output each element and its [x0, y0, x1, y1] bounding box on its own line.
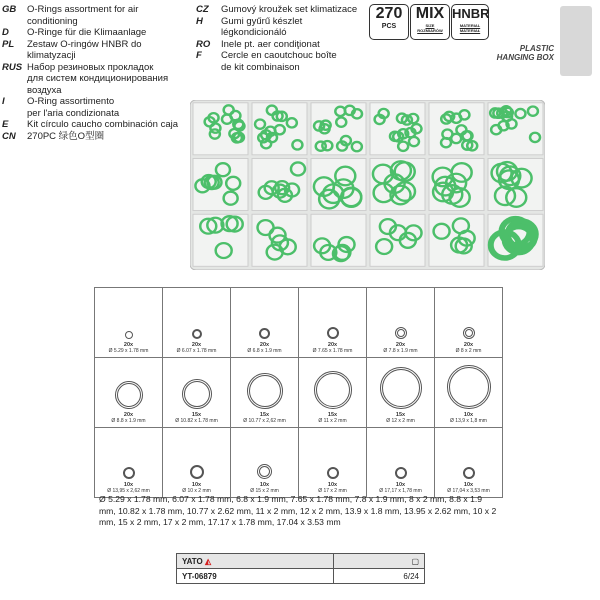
ring-size: Ø 17,17 x 1,78 mm [379, 488, 422, 494]
o-ring-icon [247, 373, 283, 409]
ring-quantity: 10x [327, 482, 338, 488]
ring-quantity: 20x [327, 342, 338, 348]
ring-quantity: 10x [463, 482, 474, 488]
ring-size: Ø 11 x 2 mm [318, 418, 347, 424]
language-code: PL [2, 38, 15, 50]
description-text: Набор резиновых прокладок [27, 61, 154, 73]
description-line [196, 16, 364, 39]
package-label-line: PLASTIC [519, 44, 554, 53]
ring-quantity: 20x [463, 342, 474, 348]
language-code: E [2, 119, 9, 130]
ring-quantity: 10x [259, 482, 270, 488]
description-line [2, 4, 188, 27]
ring-quantity: 15x [327, 412, 338, 418]
ring-size: Ø 8.8 x 1.9 mm [111, 418, 146, 424]
ring-cell [231, 288, 299, 358]
language-code: RUS [2, 61, 23, 73]
language-code [2, 108, 27, 120]
ring-size: Ø 15 x 2 mm [250, 488, 279, 494]
badge-value: MIX [415, 5, 445, 22]
ring-quantity: 20x [123, 342, 134, 348]
ring-size: Ø 7.65 x 1.78 mm [312, 348, 353, 354]
ring-quantity: 10x [123, 482, 134, 488]
o-ring-icon [327, 327, 339, 339]
ring-cell [299, 358, 367, 428]
description-line [196, 50, 364, 62]
badge-sub: MATERIAŁ [459, 28, 481, 33]
ring-size: Ø 7.8 x 1.9 mm [383, 348, 418, 354]
ring-quantity: 20x [191, 342, 202, 348]
description-line [2, 108, 188, 120]
language-code: I [2, 96, 5, 107]
o-ring-icon [463, 327, 475, 339]
package-label-line: HANGING BOX [496, 53, 554, 62]
ring-quantity: 15x [259, 412, 270, 418]
ring-cell [163, 288, 231, 358]
ring-cell [299, 428, 367, 498]
description-line [196, 39, 364, 51]
ring-cell [95, 288, 163, 358]
ring-cell [435, 358, 503, 428]
description-text: Kit círculo caucho combinación caja [27, 119, 179, 130]
ring-cell [163, 358, 231, 428]
ring-size: Ø 8 x 2 mm [455, 348, 482, 354]
product-code: YT-06879 [177, 569, 334, 584]
ring-size: Ø 10.77 x 2,62 mm [243, 418, 286, 424]
o-ring-icon [395, 327, 407, 339]
badge-sub: MATERIAL [459, 23, 481, 28]
sizes-list: Ø 5.29 x 1.78 mm, 6.07 x 1.78 mm, 6.8 x 1.9 mm, 7.65 x 1.78 mm, 7.8 x 1.9 mm, 8 x 2 mm, 8.8 x 1.9 mm, 10.82 x 1.78 mm, 10.77 x 2.62 mm, 11 x 2 mm, 12 x 2 mm, 13.9 x 1.8 mm, 13.95 x 2.62 mm, 10 x 2 mm, 15 x 2 mm, 17 x 2 mm, 17.17 x 1.78 mm, 17.04 x 3.53 mm [99, 494, 497, 527]
ring-size: Ø 12 x 2 mm [386, 418, 415, 424]
ring-size: Ø 6.07 x 1.78 mm [176, 348, 217, 354]
package-thumbnail [560, 6, 592, 76]
o-ring-icon [327, 467, 339, 479]
ring-cell [231, 358, 299, 428]
o-ring-icon [182, 379, 212, 409]
o-ring-icon [447, 365, 491, 409]
ring-cell [95, 358, 163, 428]
badge-mix [410, 4, 450, 40]
o-ring-icon [259, 328, 270, 339]
language-code: F [196, 50, 202, 61]
product-photo [190, 100, 545, 270]
ring-quantity: 15x [191, 412, 202, 418]
tray-compartment [429, 214, 484, 266]
language-code [196, 62, 221, 74]
ring-cell [435, 428, 503, 498]
description-line [2, 131, 188, 143]
description-text: Cercle en caoutchouc boîte [221, 50, 337, 61]
ring-cell [367, 358, 435, 428]
ring-cell [367, 288, 435, 358]
description-text: O-Ringe für die Klimaanlage [27, 27, 147, 38]
o-ring-icon [115, 381, 143, 409]
description-text: per l'aria condizionata [27, 107, 120, 119]
ring-cell [435, 288, 503, 358]
description-line [2, 62, 188, 74]
ring-size: Ø 13,9 x 1,8 mm [450, 418, 487, 424]
ring-quantity: 20x [259, 342, 270, 348]
ring-quantity: 10x [395, 482, 406, 488]
brand-logo: YATO [182, 556, 203, 566]
ring-quantity: 20x [123, 412, 134, 418]
description-text: Gumi gyűrű készlet légkondicionáló [221, 15, 303, 38]
description-text: Gumový kroužek set klimatizace [221, 4, 358, 15]
description-text: O-Rings assortment for air conditioning [27, 4, 139, 27]
product-code-table [176, 553, 425, 584]
box-icon: ▢ [333, 554, 424, 569]
badge-sub: ROZMIARÓW [417, 28, 443, 33]
descriptions-right [196, 4, 364, 73]
description-text: Zestaw O-ringów HNBR do klimatyzacji [27, 38, 142, 61]
o-ring-icon [257, 464, 272, 479]
language-code [2, 73, 27, 96]
o-ring-icon [314, 371, 352, 409]
ring-size: Ø 5.29 x 1.78 mm [108, 348, 149, 354]
language-code: D [2, 27, 9, 38]
descriptions-left [2, 4, 188, 142]
badge-material [451, 4, 489, 40]
description-line [2, 73, 188, 96]
description-line [196, 62, 364, 74]
description-line [2, 27, 188, 39]
badge-value: HNBR [452, 6, 490, 21]
description-text: 270PC 绿色O型圈 [27, 130, 105, 142]
o-ring-icon [123, 467, 135, 479]
o-ring-icon [463, 467, 475, 479]
language-code: H [196, 15, 203, 27]
description-line [2, 39, 188, 62]
package-label [488, 44, 554, 62]
brand-logo-icon: ◭ [204, 556, 212, 566]
ring-size-table [94, 287, 503, 498]
ring-cell [163, 428, 231, 498]
description-text: de kit combinaison [221, 61, 300, 73]
ring-size: Ø 6.8 x 1.9 mm [247, 348, 282, 354]
ring-quantity: 15x [395, 412, 406, 418]
ring-size: Ø 10 x 2 mm [182, 488, 211, 494]
ring-size: Ø 17 x 2 mm [318, 488, 347, 494]
o-ring-icon [192, 329, 202, 339]
language-code: CZ [196, 4, 209, 15]
ring-size: Ø 13,95 x 2,62 mm [107, 488, 150, 494]
description-line [196, 4, 364, 16]
language-code: CN [2, 130, 16, 142]
ring-cell [367, 428, 435, 498]
badge-sub: SIZE [425, 23, 435, 28]
description-line [2, 96, 188, 108]
o-ring-icon [395, 467, 407, 479]
ring-quantity: 20x [395, 342, 406, 348]
ring-size: Ø 10.82 x 1.78 mm [175, 418, 218, 424]
ring-size: Ø 17,04 x 3,53 mm [447, 488, 490, 494]
o-ring-icon [380, 367, 422, 409]
ring-cell [231, 428, 299, 498]
description-line [2, 119, 188, 131]
description-text: O-Ring assortimento [27, 96, 115, 107]
ring-cell [95, 428, 163, 498]
packing-quantity: 6/24 [333, 569, 424, 584]
description-text: Inele pt. aer condiţionat [221, 38, 320, 50]
badge-pieces [369, 4, 409, 40]
o-ring-icon [125, 331, 133, 339]
language-code: GB [2, 4, 17, 15]
badge-unit: PCS [381, 23, 397, 30]
language-code: RO [196, 38, 211, 50]
ring-quantity: 10x [463, 412, 474, 418]
ring-quantity: 10x [191, 482, 202, 488]
o-ring-icon [190, 465, 204, 479]
badge-value: 270 [375, 5, 403, 22]
ring-cell [299, 288, 367, 358]
description-text: для систем кондиционирования воздуха [27, 73, 169, 96]
